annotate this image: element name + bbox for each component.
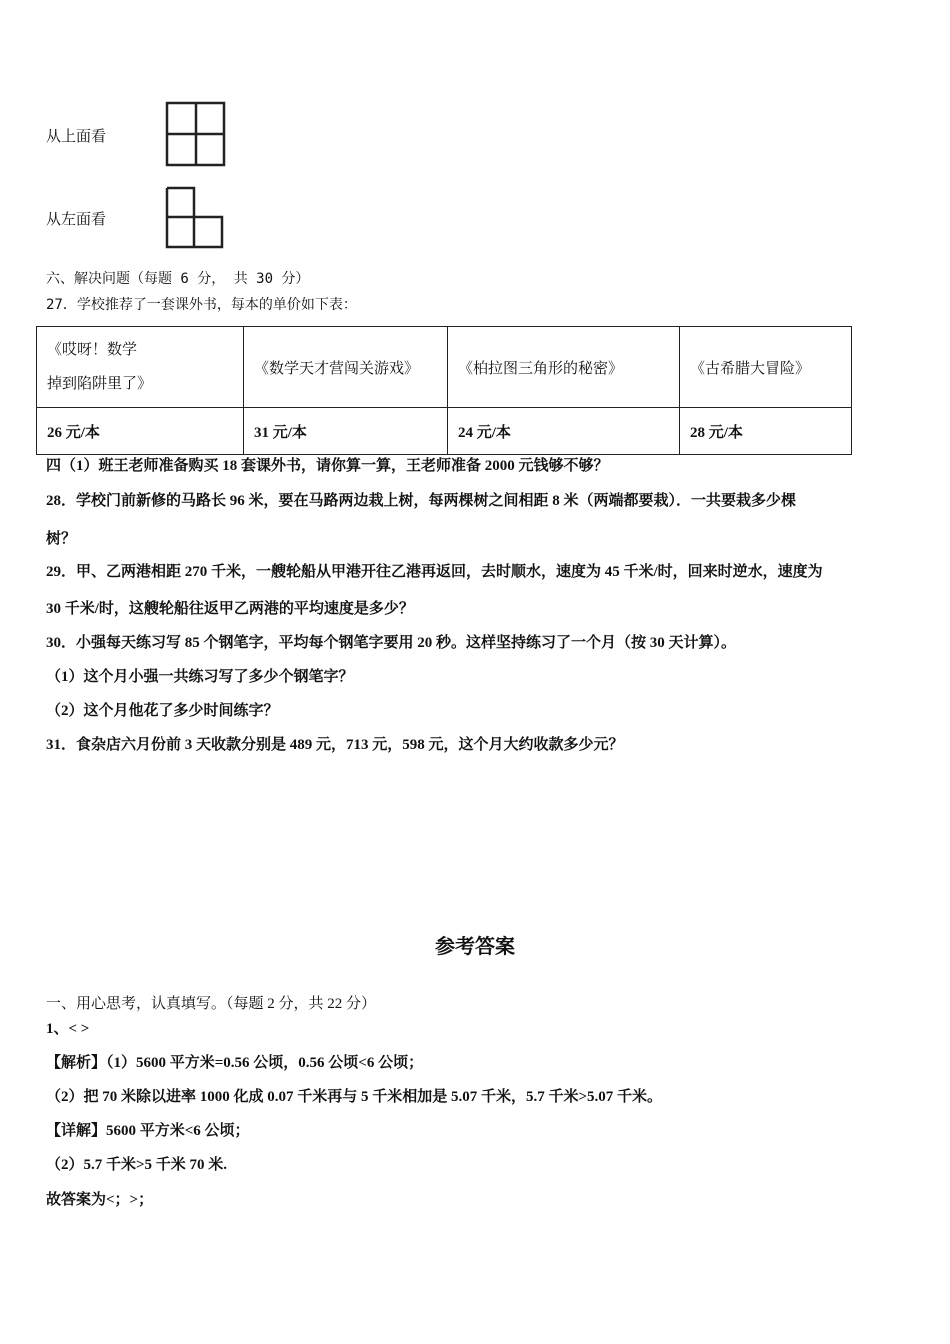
- answer-line: 【解析】（1）5600 平方米=0.56 公顷，0.56 公顷<6 公顷；: [46, 1055, 424, 1071]
- table-cell: 《数学天才营闯关游戏》: [244, 327, 448, 408]
- question-27-ask: 四（1）班王老师准备购买 18 套课外书，请你算一算，王老师准备 2000 元钱够不够？: [46, 458, 609, 474]
- view-label-top: 从上面看: [46, 129, 107, 145]
- answer-line: 故答案为<；>；: [46, 1192, 154, 1208]
- left-view-figure: [165, 186, 225, 250]
- question-30-part1: （1）这个月小强一共练习写了多少个钢笔字？: [46, 669, 354, 685]
- table-cell: 28 元/本: [680, 408, 852, 455]
- question-28-line1: 28．学校门前新修的马路长 96 米，要在马路两边栽上树，每两棵树之间相距 8 米（两端都要栽）．一共要栽多少棵: [46, 493, 797, 509]
- question-30: 30．小强每天练习写 85 个钢笔字，平均每个钢笔字要用 20 秒。这样坚持练习了一个月（按 30 天计算）。: [46, 635, 737, 651]
- table-cell: 26 元/本: [37, 408, 244, 455]
- table-cell: 《古希腊大冒险》: [680, 327, 852, 408]
- table-cell: 《哎呀！数学 掉到陷阱里了》: [37, 327, 244, 408]
- answers-section-1: 一、用心思考，认真填写。（每题 2 分，共 22 分）: [46, 996, 377, 1012]
- question-30-part2: （2）这个月他花了多少时间练字？: [46, 703, 279, 719]
- table-cell: 《柏拉图三角形的秘密》: [448, 327, 680, 408]
- question-29-line2: 30 千米/时，这艘轮船往返甲乙两港的平均速度是多少？: [46, 601, 414, 617]
- table-cell: 24 元/本: [448, 408, 680, 455]
- table-cell: 31 元/本: [244, 408, 448, 455]
- answer-line: 1、< >: [46, 1021, 90, 1037]
- question-27: 27．学校推荐了一套课外书，每本的单价如下表：: [46, 297, 357, 313]
- answers-title: 参考答案: [435, 936, 515, 958]
- book-price-table: [36, 326, 852, 455]
- answer-line: 【详解】5600 平方米<6 公顷；: [46, 1123, 250, 1139]
- question-28-line2: 树？: [46, 531, 77, 547]
- top-view-figure: [165, 101, 227, 167]
- view-label-left: 从左面看: [46, 212, 107, 228]
- answer-line: （2）把 70 米除以进率 1000 化成 0.07 千米再与 5 千米相加是 5.07 千米，5.7 千米>5.07 千米。: [46, 1089, 663, 1105]
- question-29-line1: 29．甲、乙两港相距 270 千米，一艘轮船从甲港开往乙港再返回，去时顺水，速度为 45 千米/时，回来时逆水，速度为: [46, 564, 823, 580]
- section-6-heading: 六、解决问题（每题 6 分， 共 30 分）: [46, 271, 310, 287]
- answer-line: （2）5.7 千米>5 千米 70 米.: [46, 1157, 228, 1173]
- question-31: 31．食杂店六月份前 3 天收款分别是 489 元，713 元，598 元，这个月大约收款多少元？: [46, 737, 624, 753]
